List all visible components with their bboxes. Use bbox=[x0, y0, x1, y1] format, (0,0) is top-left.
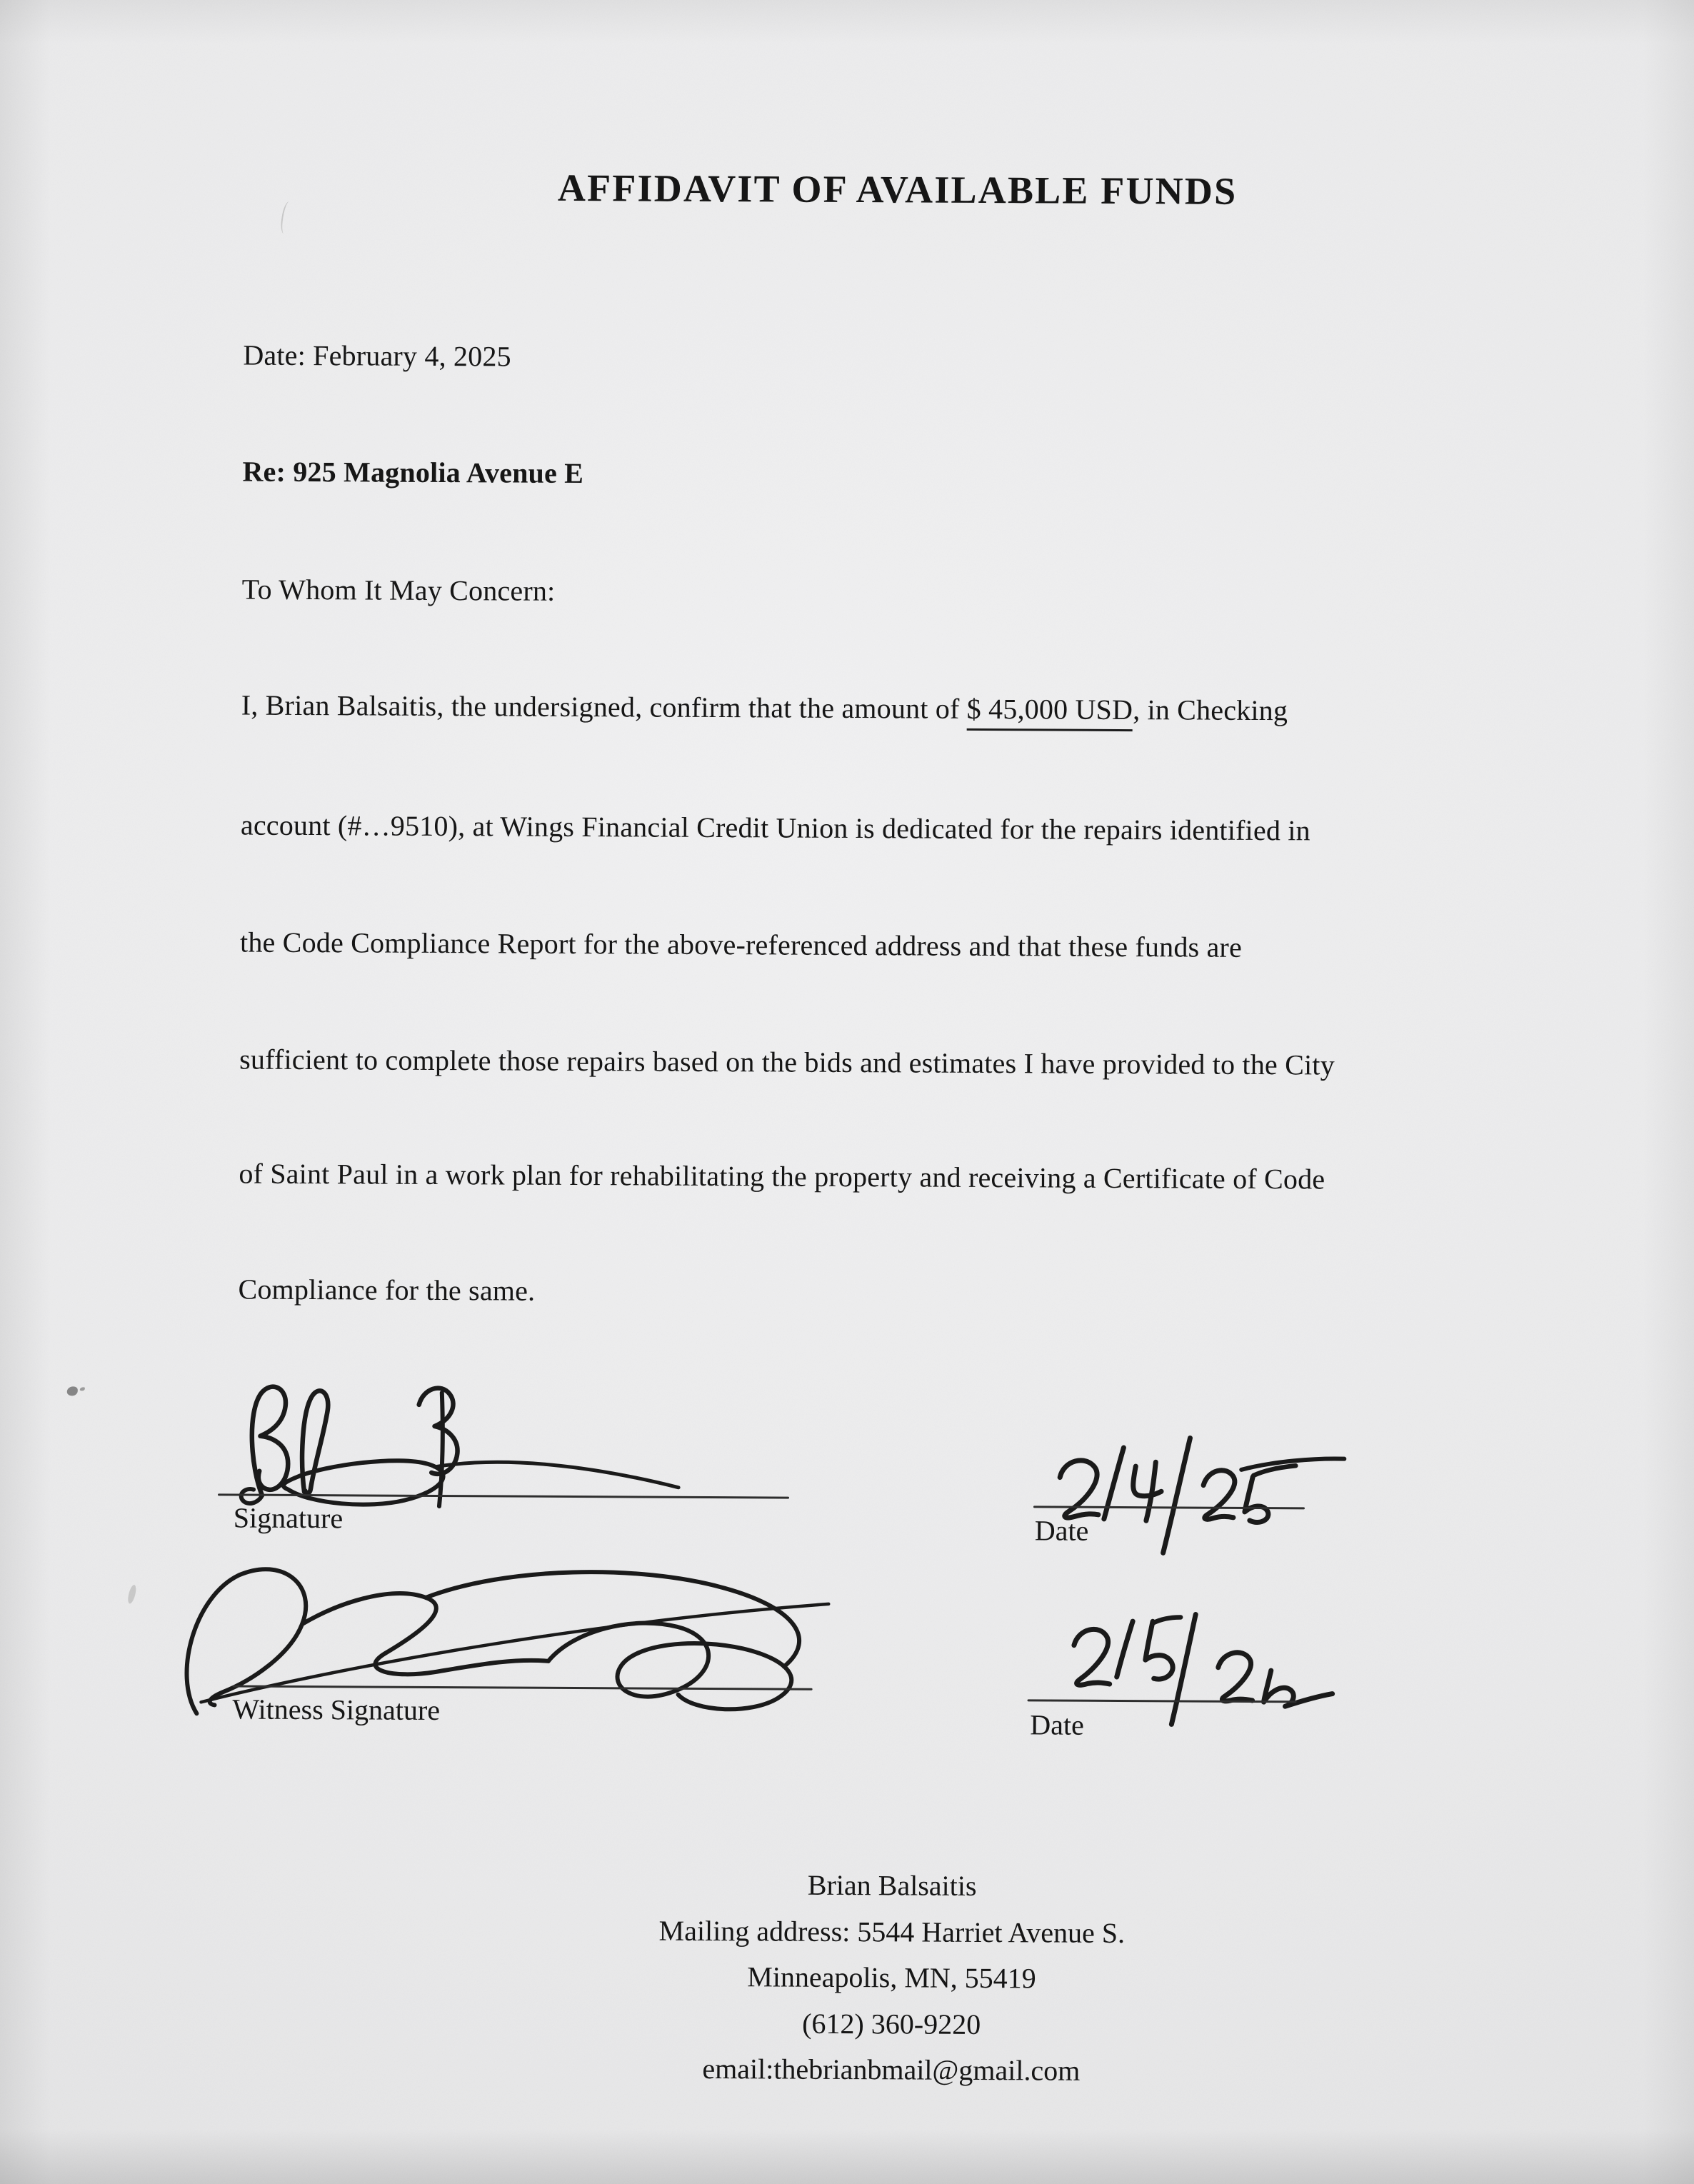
document-title: AFFIDAVIT OF AVAILABLE FUNDS bbox=[557, 166, 1238, 213]
body-line-1-pre: I, Brian Balsaitis, the undersigned, confirm that the amount of bbox=[241, 688, 967, 725]
footer-phone: (612) 360-9220 bbox=[802, 2007, 981, 2040]
body-line-2: account (#…9510), at Wings Financial Credit Union is dedicated for the repairs identified in bbox=[240, 808, 1310, 847]
body-line-1 bbox=[241, 688, 1288, 728]
signature-label: Signature bbox=[233, 1501, 344, 1535]
date-1-label: Date bbox=[1034, 1514, 1089, 1547]
footer-name: Brian Balsaitis bbox=[807, 1868, 977, 1902]
footer-mailing-address: Mailing address: 5544 Harriet Avenue S. bbox=[658, 1914, 1126, 1949]
witness-signature-label: Witness Signature bbox=[232, 1693, 441, 1727]
salutation-line: To Whom It May Concern: bbox=[241, 573, 556, 607]
footer-email: email:thebrianbmail@gmail.com bbox=[702, 2052, 1081, 2087]
footer-contact-block bbox=[606, 1861, 1178, 2095]
body-line-6: Compliance for the same. bbox=[238, 1273, 536, 1307]
body-line-4: sufficient to complete those repairs based on the bids and estimates I have provided to the City bbox=[239, 1043, 1335, 1081]
body-line-3: the Code Compliance Report for the above-referenced address and that these funds are bbox=[239, 926, 1243, 963]
smudge-mark bbox=[126, 1584, 137, 1604]
body-line-1-post: , in Checking bbox=[1133, 693, 1288, 727]
date-2-label: Date bbox=[1030, 1708, 1084, 1741]
ink-speck bbox=[67, 1386, 78, 1396]
date-line: Date: February 4, 2025 bbox=[243, 339, 511, 373]
body-line-5: of Saint Paul in a work plan for rehabilitating the property and receiving a Certificate of Code bbox=[239, 1157, 1325, 1196]
handwritten-date-2-icon bbox=[1046, 1599, 1354, 1733]
footer-city-state-zip: Minneapolis, MN, 55419 bbox=[747, 1960, 1036, 1995]
re-line: Re: 925 Magnolia Avenue E bbox=[242, 455, 584, 490]
amount-underlined: $ 45,000 USD bbox=[967, 693, 1133, 731]
